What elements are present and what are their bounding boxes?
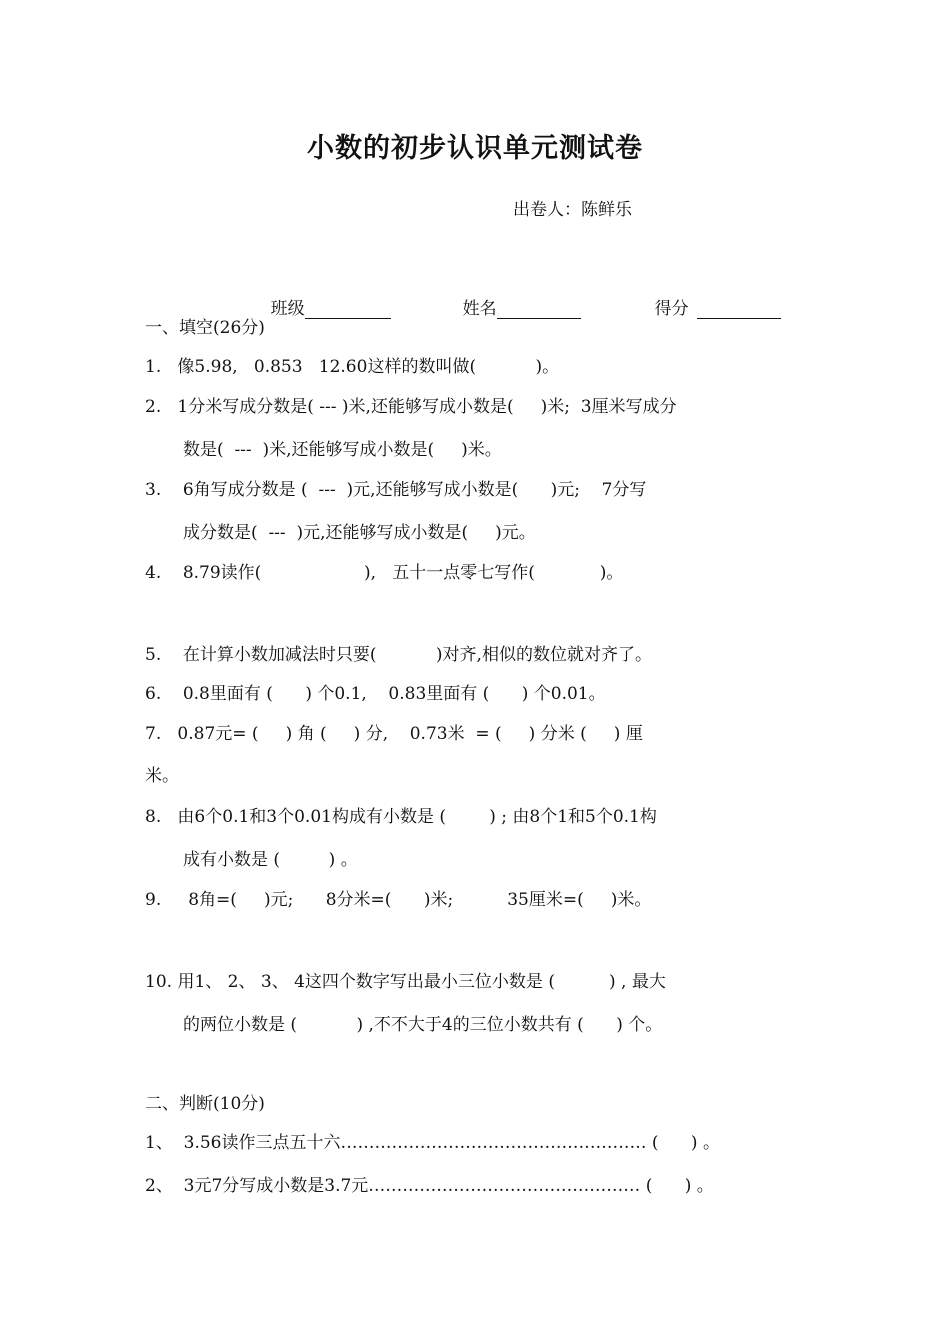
name-label: 姓名: [462, 299, 497, 319]
question-line: 4. 8.79读作( ), 五十一点零七写作( )。: [145, 563, 624, 583]
name-field: [441, 279, 581, 339]
author-line: 出卷人：陈鲜乐: [513, 200, 632, 220]
question-line: 成有小数是 ( ) 。: [183, 850, 358, 870]
class-field: [249, 279, 391, 339]
name-blank: [497, 300, 581, 319]
question-line: 2. 1分米写成分数是( --- )米,还能够写成小数是( )米; 3厘米写成分: [145, 397, 677, 417]
question-line: 8. 由6个0.1和3个0.01构成有小数是 ( ) ; 由8个1和5个0.1构: [145, 807, 657, 827]
question-line: 成分数是( --- )元,还能够写成小数是( )元。: [183, 523, 536, 543]
score-label: 得分: [654, 299, 689, 319]
question-line: 6. 0.8里面有 ( ) 个0.1, 0.83里面有 ( ) 个0.01。: [145, 684, 606, 704]
score-blank: [697, 300, 781, 319]
question-line: 的两位小数是 ( ) ,不不大于4的三位小数共有 ( ) 个。: [183, 1015, 663, 1035]
judgement-line: 2、 3元7分写成小数是3.7元………………………………………… ( ) 。: [145, 1176, 714, 1196]
question-line: 7. 0.87元= ( ) 角 ( ) 分, 0.73米 = ( ) 分米 ( ) 厘: [145, 724, 643, 744]
question-line: 9. 8角=( )元; 8分米=( )米; 35厘米=( )米。: [145, 890, 652, 910]
page-title: 小数的初步认识单元测试卷: [307, 133, 643, 164]
question-line: 10. 用1、 2、 3、 4这四个数字写出最小三位小数是 ( ) , 最大: [145, 972, 666, 992]
question-line: 米。: [145, 766, 179, 786]
section-heading: 一、填空(26分): [145, 318, 265, 338]
judgement-line: 1、 3.56读作三点五十六……………………………………………… ( ) 。: [145, 1133, 720, 1153]
question-line: 3. 6角写成分数是 ( --- )元,还能够写成小数是( )元; 7分写: [145, 480, 647, 500]
question-line: 5. 在计算小数加减法时只要( )对齐,相似的数位就对齐了。: [145, 645, 652, 665]
question-line: 数是( --- )米,还能够写成小数是( )米。: [183, 440, 502, 460]
question-line: 1. 像5.98, 0.853 12.60这样的数叫做( )。: [145, 357, 560, 377]
class-label: 班级: [270, 299, 305, 319]
class-blank: [305, 300, 391, 319]
score-field: [633, 279, 781, 339]
section-heading: 二、判断(10分): [145, 1094, 265, 1114]
